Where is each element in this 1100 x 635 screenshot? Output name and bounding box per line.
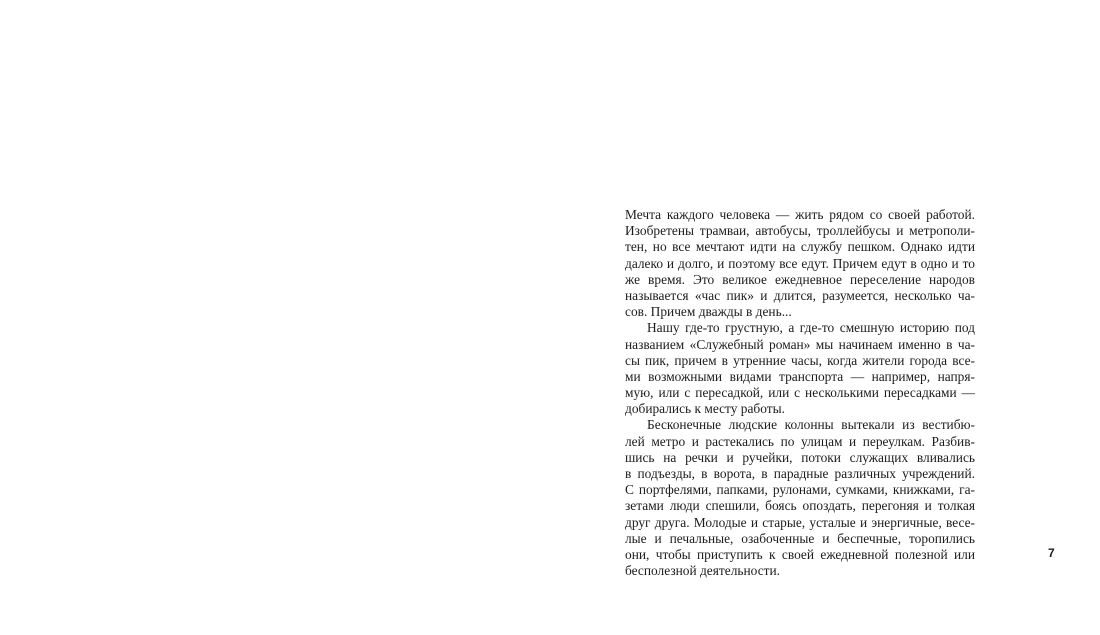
text-line: сы пик, причем в утренние часы, когда жители города все- [625,352,975,368]
paragraph [625,207,975,320]
text-line: зетами люди спешили, боясь опоздать, перегоняя и толкая [625,498,975,514]
text-line: лые и печальные, озабоченные и беспечные, торопились [625,530,975,546]
text-line: лей метро и растекались по улицам и переулкам. Разбив- [625,433,975,449]
text-line: в подъезды, в ворота, в парадные различных учреждений. [625,466,975,481]
text-line: Бесконечные людские колонны вытекали из вестибю- [647,417,975,433]
text-line: шись на речки и ручейки, потоки служащих вливались [625,449,975,465]
text-line: добирались к месту работы. [625,401,785,417]
text-line: Нашу где-то грустную, а где-то смешную историю под [647,320,975,336]
text-line: сов. Причем дважды в день... [625,304,792,320]
paragraph [625,417,975,579]
text-line: называется «час пик» и длится, разумеется, несколько ча- [625,287,975,303]
text-line: ми возможными видами транспорта — например, напря- [625,368,975,384]
paragraph [625,320,975,417]
text-line: С портфелями, папками, рулонами, сумками, книжками, га- [625,482,975,498]
text-line: тен, но все мечтают идти на службу пешком. Однако идти [625,239,975,255]
text-line: Мечта каждого человека — жить рядом со своей работой. [625,207,975,222]
text-line: далеко и долго, и поэтому все едут. Причем едут в одно и то [625,255,975,271]
body-text [625,207,975,579]
page-number: 7 [1048,546,1055,560]
text-line: названием «Служебный роман» мы начинаем именно в ча- [625,336,975,352]
right-page [550,0,1100,635]
text-line: они, чтобы приступить к своей ежедневной полезной или [625,546,975,562]
text-line: бесполезной деятельности. [625,563,780,579]
text-line: друг друга. Молодые и старые, усталые и энергичные, весе- [625,514,975,530]
text-line: же время. Это великое ежедневное переселение народов [625,271,975,287]
text-line: Изобретены трамваи, автобусы, троллейбусы и метрополи- [625,223,975,239]
text-line: мую, или с пересадкой, или с несколькими пересадками — [625,385,975,401]
